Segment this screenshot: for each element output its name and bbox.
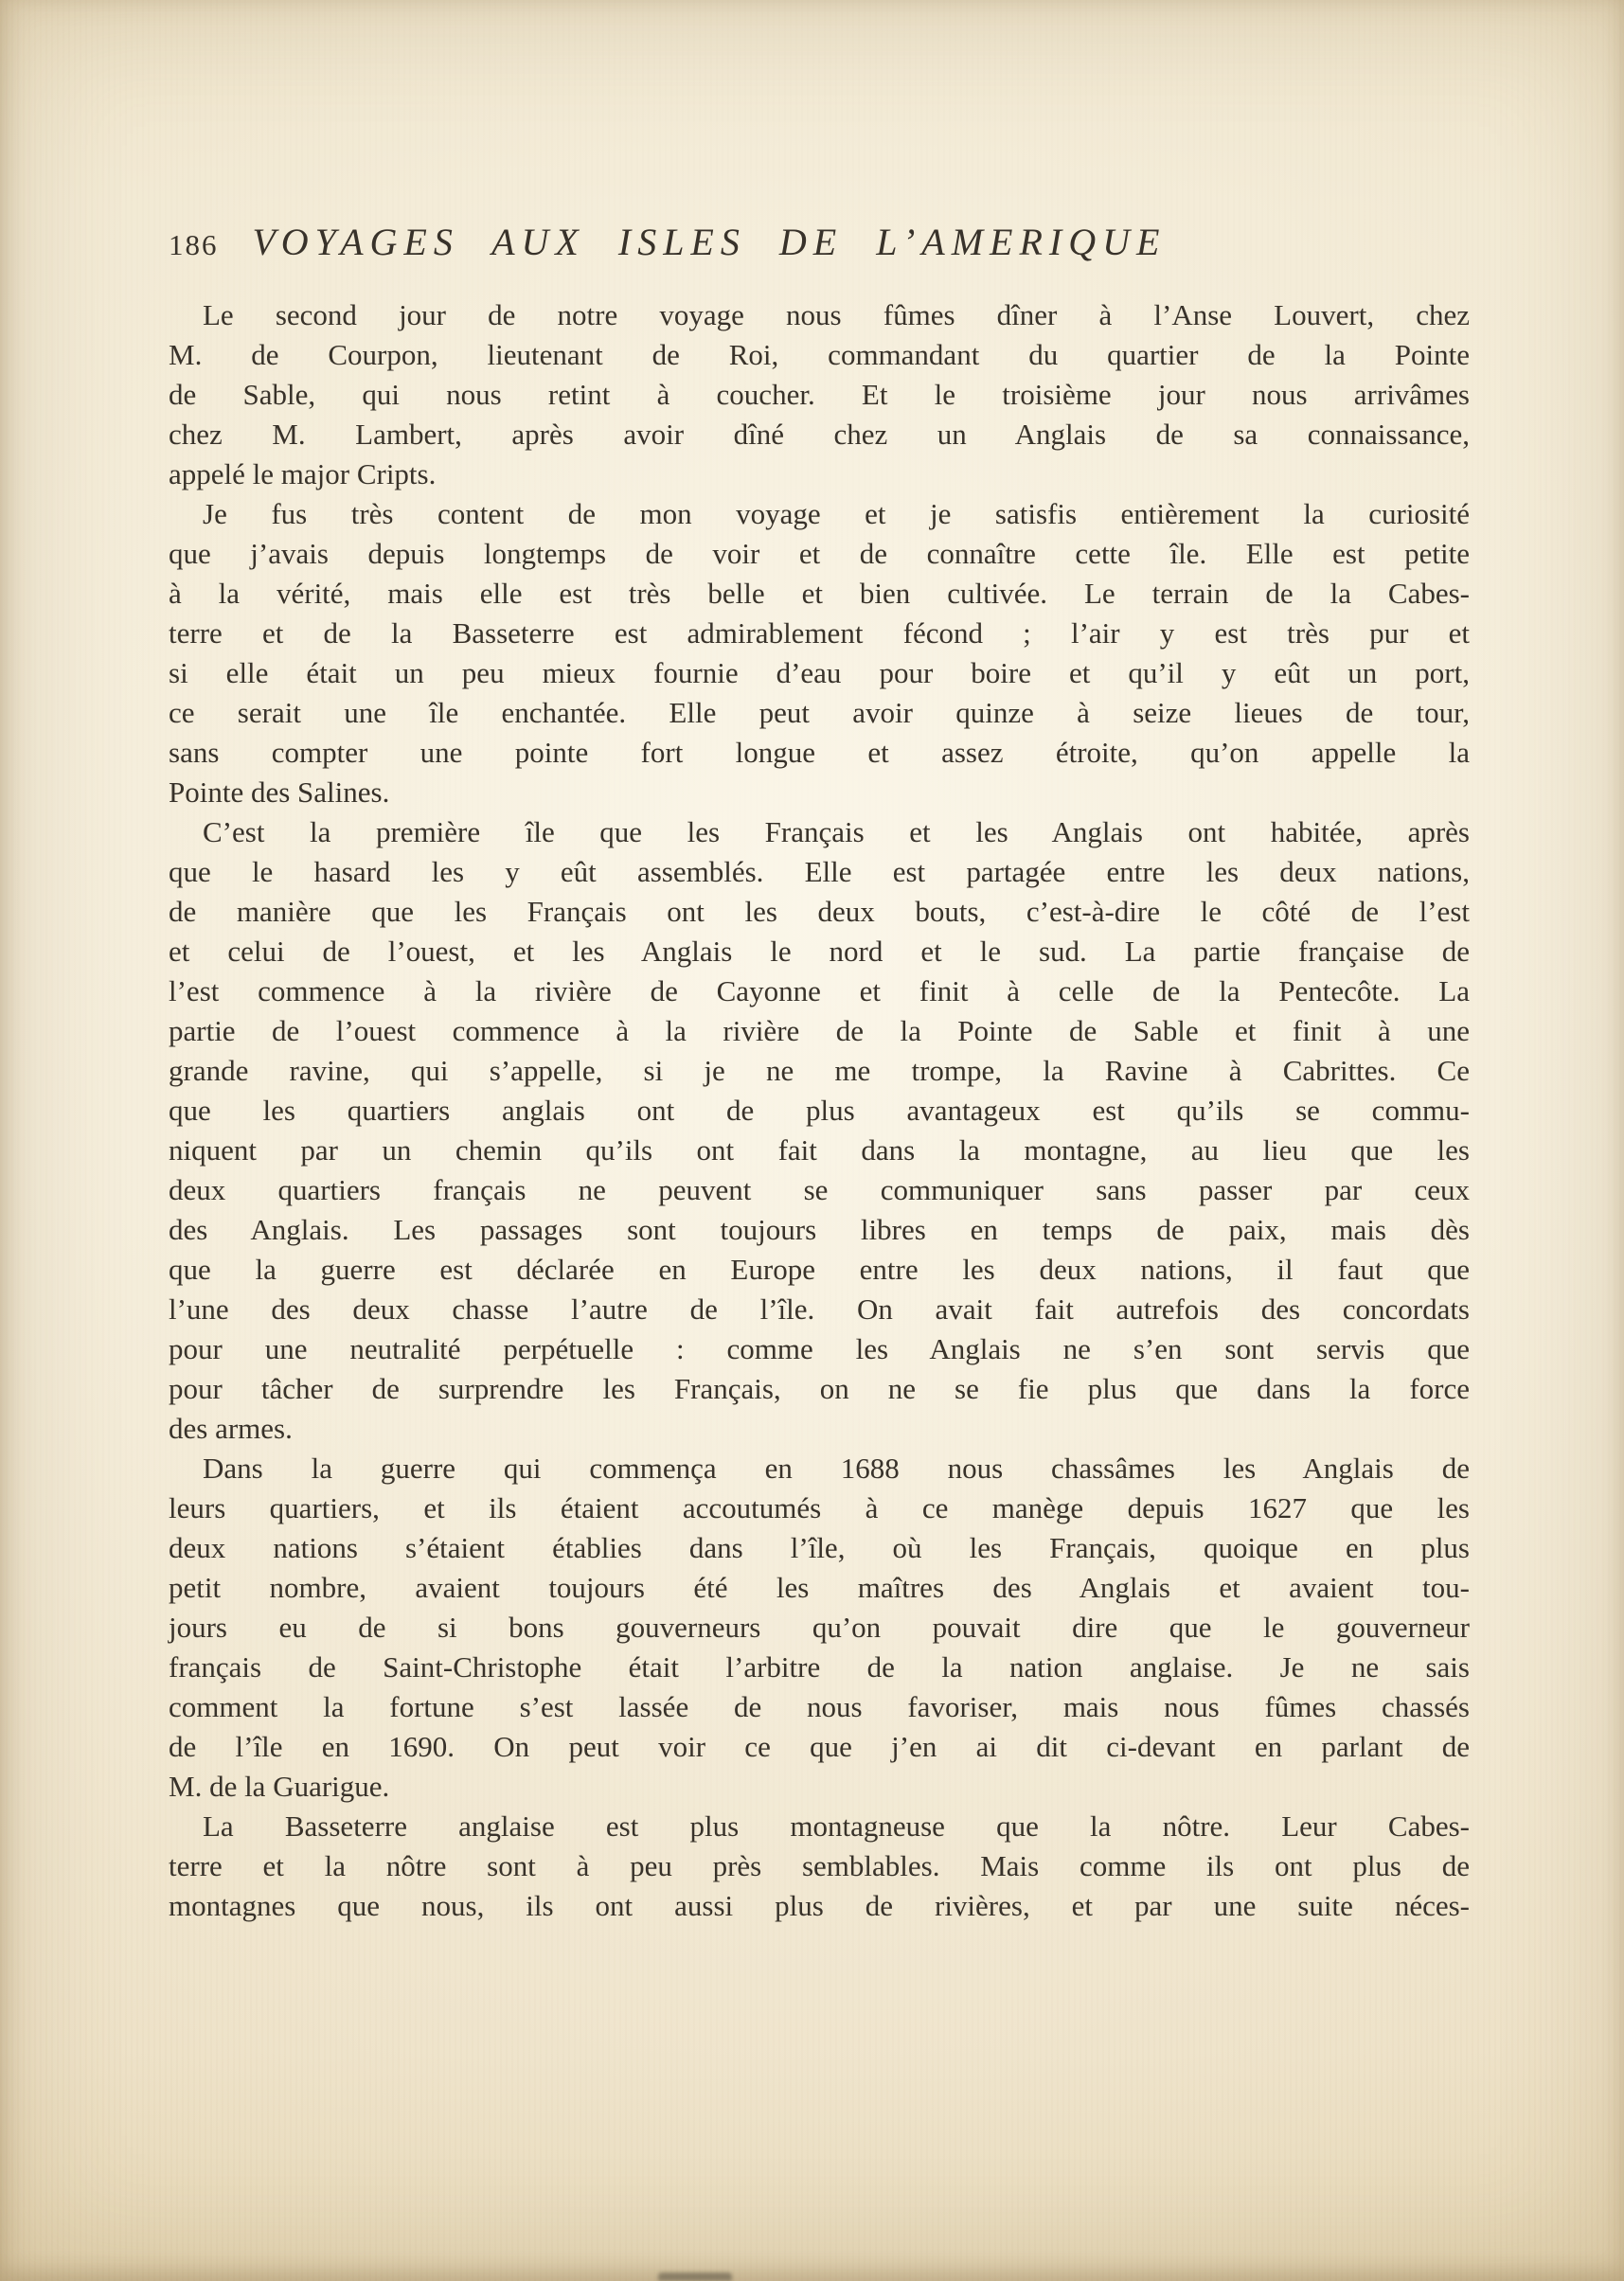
text-line: de Sable, qui nous retint à coucher. Et le troisième jour nous arrivâmes bbox=[169, 378, 1470, 411]
text-line: des armes. bbox=[169, 1412, 293, 1445]
text-line: terre et la nôtre sont à peu près semblables. Mais comme ils ont plus de bbox=[169, 1849, 1470, 1882]
scan-artifact bbox=[658, 2272, 732, 2281]
text-line: pour une neutralité perpétuelle : comme les Anglais ne s’en sont servis que bbox=[169, 1332, 1470, 1365]
page-header bbox=[169, 220, 1470, 264]
text-line: comment la fortune s’est lassée de nous favoriser, mais nous fûmes chassés bbox=[169, 1690, 1470, 1723]
text-line: petit nombre, avaient toujours été les maîtres des Anglais et avaient tou- bbox=[169, 1571, 1470, 1604]
paragraph bbox=[169, 1807, 1470, 1926]
text-line: Dans la guerre qui commença en 1688 nous chassâmes les Anglais de bbox=[203, 1452, 1470, 1485]
text-line: que le hasard les y eût assemblés. Elle est partagée entre les deux nations, bbox=[169, 855, 1470, 888]
text-line: à la vérité, mais elle est très belle et bien cultivée. Le terrain de la Cabes- bbox=[169, 577, 1470, 610]
text-line: et celui de l’ouest, et les Anglais le nord et le sud. La partie française de bbox=[169, 935, 1470, 968]
text-line: grande ravine, qui s’appelle, si je ne me trompe, la Ravine à Cabrittes. Ce bbox=[169, 1054, 1470, 1087]
text-line: La Basseterre anglaise est plus montagneuse que la nôtre. Leur Cabes- bbox=[203, 1809, 1470, 1843]
text-line: deux nations s’étaient établies dans l’île, où les Français, quoique en plus bbox=[169, 1531, 1470, 1564]
text-block bbox=[169, 295, 1470, 1926]
text-line: appelé le major Cripts. bbox=[169, 457, 437, 490]
text-line: deux quartiers français ne peuvent se communiquer sans passer par ceux bbox=[169, 1173, 1470, 1206]
text-line: C’est la première île que les Français et les Anglais ont habitée, après bbox=[203, 815, 1470, 848]
text-line: chez M. Lambert, après avoir dîné chez un Anglais de sa connaissance, bbox=[169, 418, 1470, 451]
text-line: Je fus très content de mon voyage et je satisfis entièrement la curiosité bbox=[203, 497, 1470, 530]
text-line: leurs quartiers, et ils étaient accoutumés à ce manège depuis 1627 que les bbox=[169, 1491, 1470, 1524]
paragraph bbox=[169, 295, 1470, 494]
running-title: VOYAGES AUX ISLES DE L’AMERIQUE bbox=[252, 221, 1167, 263]
page-number: 186 bbox=[169, 228, 219, 261]
paragraph bbox=[169, 494, 1470, 812]
text-line: si elle était un peu mieux fournie d’eau pour boire et qu’il y eût un port, bbox=[169, 656, 1470, 689]
text-line: Pointe des Salines. bbox=[169, 775, 390, 809]
text-line: l’est commence à la rivière de Cayonne et finit à celle de la Pentecôte. La bbox=[169, 974, 1470, 1007]
paragraph bbox=[169, 812, 1470, 1449]
text-line: niquent par un chemin qu’ils ont fait dans la montagne, au lieu que les bbox=[169, 1133, 1470, 1167]
text-line: jours eu de si bons gouverneurs qu’on pouvait dire que le gouverneur bbox=[169, 1611, 1470, 1644]
text-line: de l’île en 1690. On peut voir ce que j’en ai dit ci-devant en parlant de bbox=[169, 1730, 1470, 1763]
text-line: que j’avais depuis longtemps de voir et de connaître cette île. Elle est petite bbox=[169, 537, 1470, 570]
text-line: Le second jour de notre voyage nous fûmes dîner à l’Anse Louvert, chez bbox=[203, 298, 1470, 331]
text-line: ce serait une île enchantée. Elle peut avoir quinze à seize lieues de tour, bbox=[169, 696, 1470, 729]
text-line: sans compter une pointe fort longue et assez étroite, qu’on appelle la bbox=[169, 736, 1470, 769]
text-line: pour tâcher de surprendre les Français, on ne se fie plus que dans la force bbox=[169, 1372, 1470, 1405]
text-line: M. de Courpon, lieutenant de Roi, commandant du quartier de la Pointe bbox=[169, 338, 1470, 371]
text-line: montagnes que nous, ils ont aussi plus de rivières, et par une suite néces- bbox=[169, 1889, 1470, 1922]
text-line: partie de l’ouest commence à la rivière de la Pointe de Sable et finit à une bbox=[169, 1014, 1470, 1047]
text-line: l’une des deux chasse l’autre de l’île. On avait fait autrefois des concordats bbox=[169, 1292, 1470, 1326]
text-line: des Anglais. Les passages sont toujours libres en temps de paix, mais dès bbox=[169, 1213, 1470, 1246]
text-line: M. de la Guarigue. bbox=[169, 1770, 390, 1803]
text-line: terre et de la Basseterre est admirablement fécond ; l’air y est très pur et bbox=[169, 616, 1470, 650]
text-line: que la guerre est déclarée en Europe entre les deux nations, il faut que bbox=[169, 1253, 1470, 1286]
text-line: français de Saint-Christophe était l’arbitre de la nation anglaise. Je ne sais bbox=[169, 1650, 1470, 1684]
paragraph bbox=[169, 1449, 1470, 1807]
text-line: que les quartiers anglais ont de plus avantageux est qu’ils se commu- bbox=[169, 1094, 1470, 1127]
text-line: de manière que les Français ont les deux bouts, c’est-à-dire le côté de l’est bbox=[169, 895, 1470, 928]
